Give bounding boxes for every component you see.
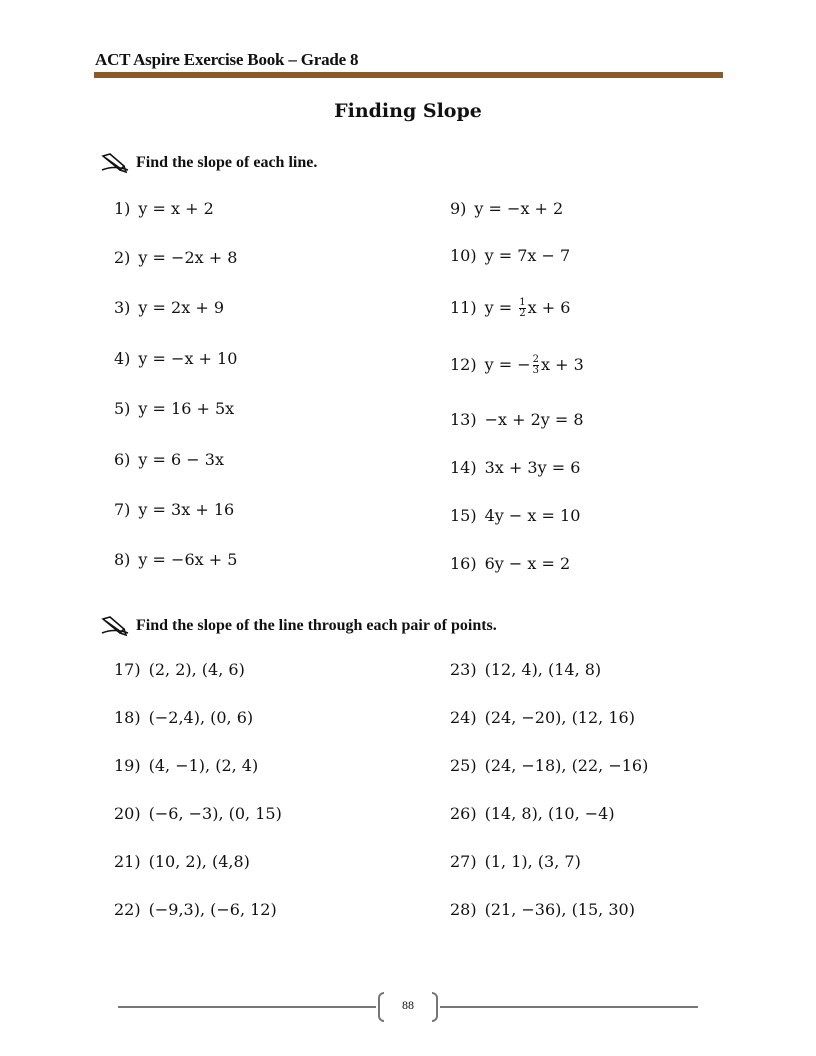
footer-bracket-right [432,992,438,1022]
list-item: 20) (−6, −3), (0, 15) [114,804,282,823]
list-item: 19) (4, −1), (2, 4) [114,756,259,775]
list-item: 23) (12, 4), (14, 8) [450,660,602,679]
list-item: 4) y = −x + 10 [114,349,238,368]
footer-rule-right [440,1006,698,1008]
list-item: 17) (2, 2), (4, 6) [114,660,245,679]
list-item: 16) 6y − x = 2 [450,554,571,573]
list-item: 11) y = $\frac{1}{2}$ x + 6 [450,297,571,319]
fraction: $\frac{1}{2}$ [519,297,526,319]
instruction-text: Find the slope of the line through each pair of points. [136,617,497,634]
list-item: 8) y = −6x + 5 [114,550,238,569]
list-item: 9) y = −x + 2 [450,199,564,218]
section2-instruction [100,614,497,638]
page-title: Finding Slope [334,100,482,122]
pencil-icon [100,615,130,637]
list-item: 25) (24, −18), (22, −16) [450,756,649,775]
list-item: 26) (14, 8), (10, −4) [450,804,615,823]
fraction: $\frac{2}{3}$ [532,354,540,376]
instruction-text: Find the slope of each line. [136,154,318,171]
section1-instruction [100,151,317,175]
list-item: 18) (−2,4), (0, 6) [114,708,254,727]
list-item: 10) y = 7x − 7 [450,246,571,265]
list-item: 12) y = − $\frac{2}{3}$ x + 3 [450,354,584,376]
header-divider [94,72,723,78]
list-item: 14) 3x + 3y = 6 [450,458,581,477]
list-item: 3) y = 2x + 9 [114,298,224,317]
list-item: 13) −x + 2y = 8 [450,410,584,429]
list-item: 7) y = 3x + 16 [114,500,235,519]
pencil-icon [100,152,130,174]
list-item: 6) y = 6 − 3x [114,450,224,469]
list-item: 27) (1, 1), (3, 7) [450,852,581,871]
list-item: 21) (10, 2), (4,8) [114,852,250,871]
list-item: 15) 4y − x = 10 [450,506,581,525]
list-item: 1) y = x + 2 [114,199,214,218]
list-item: 5) y = 16 + 5x [114,399,235,418]
list-item: 22) (−9,3), (−6, 12) [114,900,277,919]
list-item: 28) (21, −36), (15, 30) [450,900,635,919]
header-title: ACT Aspire Exercise Book – Grade 8 [95,50,359,69]
page-number: 88 [402,998,414,1012]
list-item: 2) y = −2x + 8 [114,248,238,267]
footer-bracket-left [378,992,384,1022]
footer-rule-left [118,1006,376,1008]
list-item: 24) (24, −20), (12, 16) [450,708,635,727]
